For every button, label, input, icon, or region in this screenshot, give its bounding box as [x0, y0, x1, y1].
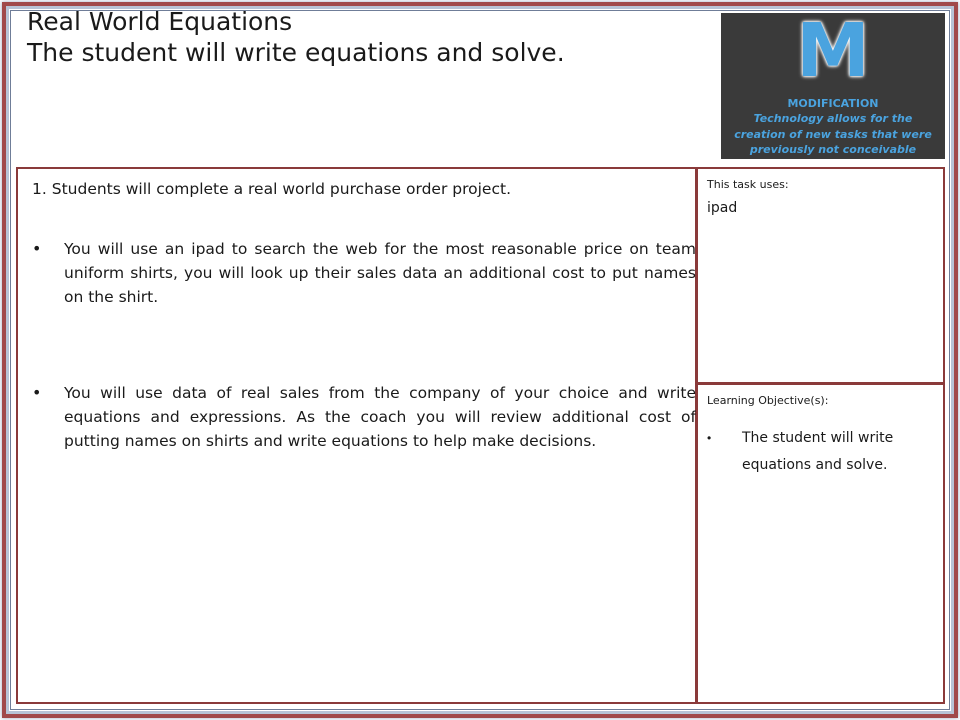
task-heading-text: Students will complete a real world purchase order project.: [51, 180, 511, 198]
bullet-dot-icon: •: [707, 431, 712, 445]
badge-letter: M: [796, 8, 870, 94]
samr-badge: [721, 8, 945, 159]
page-title: [27, 6, 707, 68]
title-line-2: The student will write equations and solve.: [27, 38, 565, 67]
task-bullet-text: You will use an ipad to search the web for the most reasonable price on team uniform shirts, you will look up their sales data an additional cost to put names on the shirt.: [64, 240, 696, 306]
title-line-1: Real World Equations: [27, 7, 293, 36]
bullet-dot-icon: •: [32, 383, 42, 402]
task-panel: [16, 167, 697, 704]
objective-label: Learning Objective(s):: [707, 394, 829, 407]
uses-label: This task uses:: [707, 178, 789, 191]
bullet-dot-icon: •: [32, 239, 42, 258]
objective-panel: [696, 383, 945, 704]
objective-item: The student will write equations and solve.: [742, 430, 894, 473]
badge-heading: MODIFICATION: [787, 97, 879, 110]
uses-value: ipad: [707, 200, 738, 216]
task-heading: [32, 178, 672, 200]
task-number: 1.: [32, 180, 47, 198]
task-bullet-text: You will use data of real sales from the company of your choice and write equations and expressions. As the coach you will review additional cost of putting names on shirts and write equations to help make decisions.: [64, 384, 696, 450]
uses-panel: [696, 167, 945, 384]
badge-description: Technology allows for the creation of new tasks that were previously not conceivable: [734, 112, 932, 156]
